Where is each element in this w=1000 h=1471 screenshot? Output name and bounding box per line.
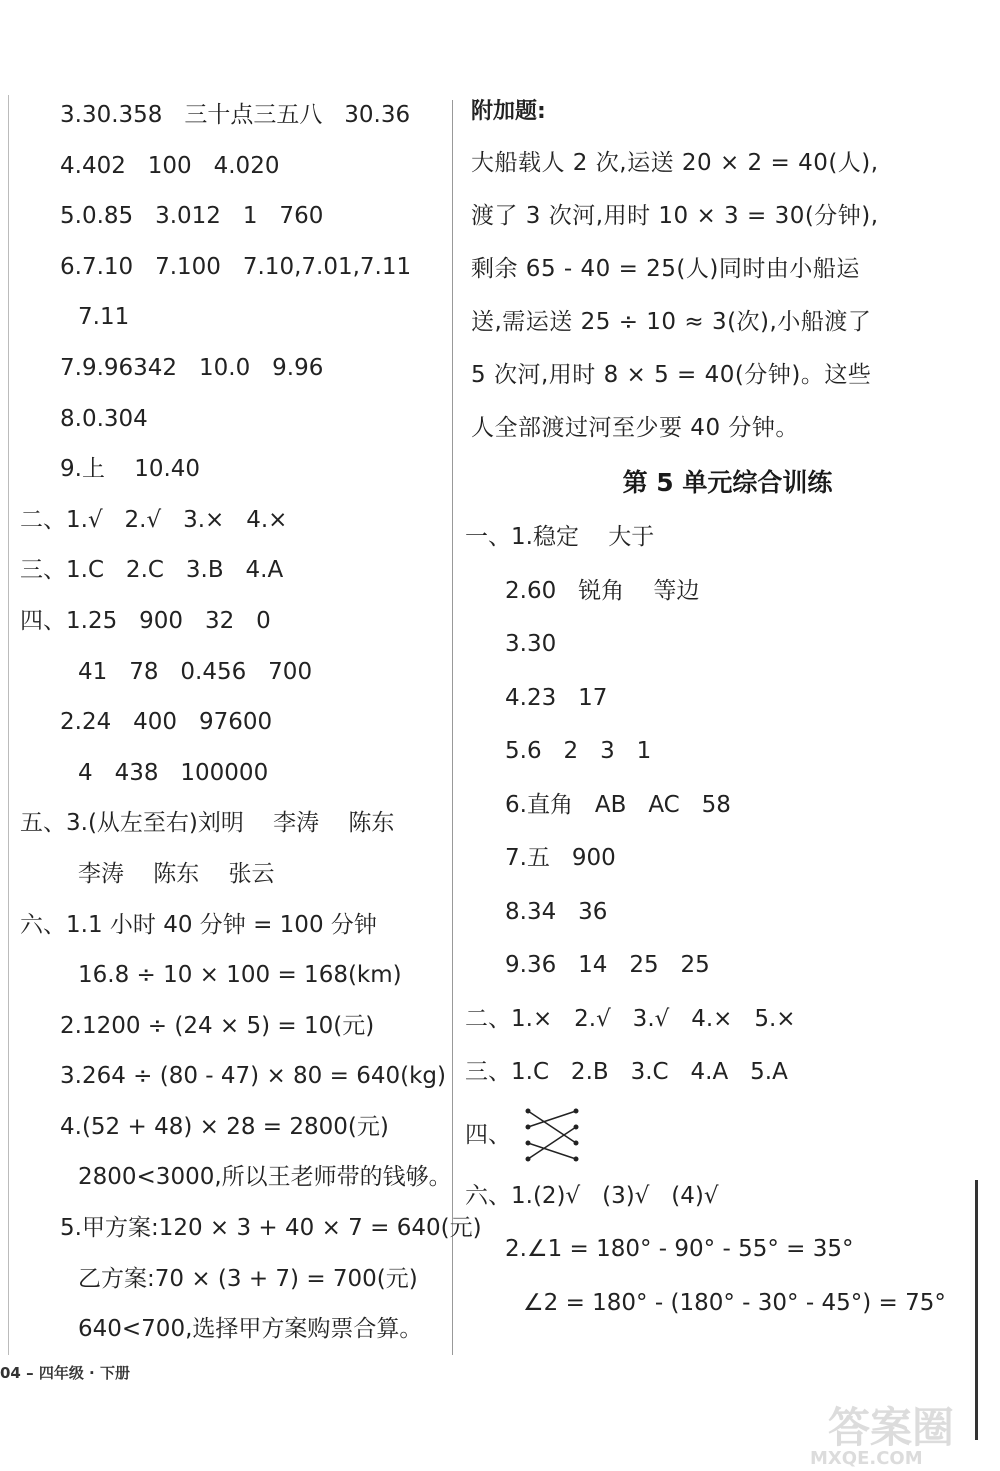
matching-connectors (528, 1111, 576, 1159)
answer-line: 2.24 400 97600 (60, 709, 273, 736)
answer-line: 二、1.× 2.√ 3.√ 4.× 5.× (465, 1005, 796, 1032)
bonus-line: 渡了 3 次河,用时 10 × 3 = 30(分钟), (471, 203, 879, 229)
answer-line: 4 438 100000 (78, 759, 269, 786)
bonus-answer (465, 137, 990, 455)
left-margin-line (8, 95, 9, 1355)
page-footer: 04 – 四年级 · 下册 (0, 1364, 130, 1382)
answer-line: 5.甲方案:120 × 3 + 40 × 7 = 640(元) (60, 1215, 482, 1242)
bonus-line: 送,需运送 25 ÷ 10 ≈ 3(次),小船渡了 (471, 309, 872, 335)
right-column (465, 90, 990, 1330)
bonus-title: 附加题: (471, 99, 546, 124)
bonus-line: 5 次河,用时 8 × 5 = 40(分钟)。这些 (471, 362, 872, 388)
answer-line: 4.402 100 4.020 (60, 152, 280, 179)
answer-line: 7.11 (78, 304, 130, 331)
answer-line: 9.上 10.40 (60, 456, 201, 483)
answer-line: 2800<3000,所以王老师带的钱够。 (78, 1164, 452, 1191)
answer-line: 7.9.96342 10.0 9.96 (60, 354, 324, 381)
matching-dots (526, 1109, 579, 1162)
bonus-line: 大船载人 2 次,运送 20 × 2 = 40(人), (471, 150, 879, 176)
answer-line: 9.36 14 25 25 (505, 952, 710, 978)
answer-line: 6.7.10 7.100 7.10,7.01,7.11 (60, 253, 412, 280)
answer-line: 二、1.√ 2.√ 3.× 4.× (20, 506, 288, 533)
watermark-logo: 答案圈 (828, 1403, 955, 1452)
matching-answer (465, 1100, 990, 1170)
answer-line: 5.0.85 3.012 1 760 (60, 203, 324, 230)
answer-line: 7.五 900 (505, 845, 616, 871)
answer-line: 2.60 锐角 等边 (505, 577, 700, 604)
answer-line: 四、1.25 900 32 0 (20, 607, 271, 634)
answer-line: 16.8 ÷ 10 × 100 = 168(km) (78, 962, 402, 989)
answer-line: 五、3.(从左至右)刘明 李涛 陈东 (20, 810, 395, 837)
matching-lines-diagram (522, 1105, 582, 1165)
answer-line: 4.(52 + 48) × 28 = 2800(元) (60, 1113, 389, 1140)
answer-line: 8.0.304 (60, 405, 148, 432)
answer-line: 2.∠1 = 180° - 90° - 55° = 35° (505, 1236, 854, 1262)
answer-line: 3.30.358 三十点三五八 30.36 (60, 102, 411, 128)
left-column (20, 90, 482, 1355)
answer-line: 3.264 ÷ (80 - 47) × 80 = 640(kg) (60, 1063, 446, 1090)
answer-line: ∠2 = 180° - (180° - 30° - 45°) = 75° (523, 1289, 946, 1316)
matching-label: 四、 (465, 1121, 511, 1148)
answer-line: 乙方案:70 × (3 + 7) = 700(元) (78, 1265, 418, 1292)
bonus-line: 人全部渡过河至少要 40 分钟。 (471, 415, 799, 441)
answer-line: 5.6 2 3 1 (505, 738, 652, 764)
answer-line: 李涛 陈东 张云 (78, 860, 275, 887)
answer-line: 一、1.稳定 大于 (465, 524, 655, 550)
answer-line: 2.1200 ÷ (24 × 5) = 10(元) (60, 1012, 375, 1039)
answer-line: 三、1.C 2.C 3.B 4.A (20, 557, 284, 584)
answer-line: 4.23 17 (505, 684, 608, 711)
answer-line: 3.30 (505, 631, 557, 657)
bonus-line: 剩余 65 - 40 = 25(人)同时由小船运 (471, 256, 860, 282)
answer-line: 六、1.1 小时 40 分钟 = 100 分钟 (20, 911, 377, 938)
answer-line: 6.直角 AB AC 58 (505, 791, 731, 818)
answer-line: 41 78 0.456 700 (78, 658, 313, 685)
answer-line: 六、1.(2)√ (3)√ (4)√ (465, 1182, 719, 1209)
answer-line: 640<700,选择甲方案购票合算。 (78, 1316, 423, 1343)
answer-line: 8.34 36 (505, 898, 608, 925)
answer-line: 三、1.C 2.B 3.C 4.A 5.A (465, 1059, 788, 1085)
column-divider (452, 100, 453, 1355)
watermark-url: MXQE.COM (810, 1448, 923, 1469)
section-title: 第 5 单元综合训练 (622, 468, 833, 497)
